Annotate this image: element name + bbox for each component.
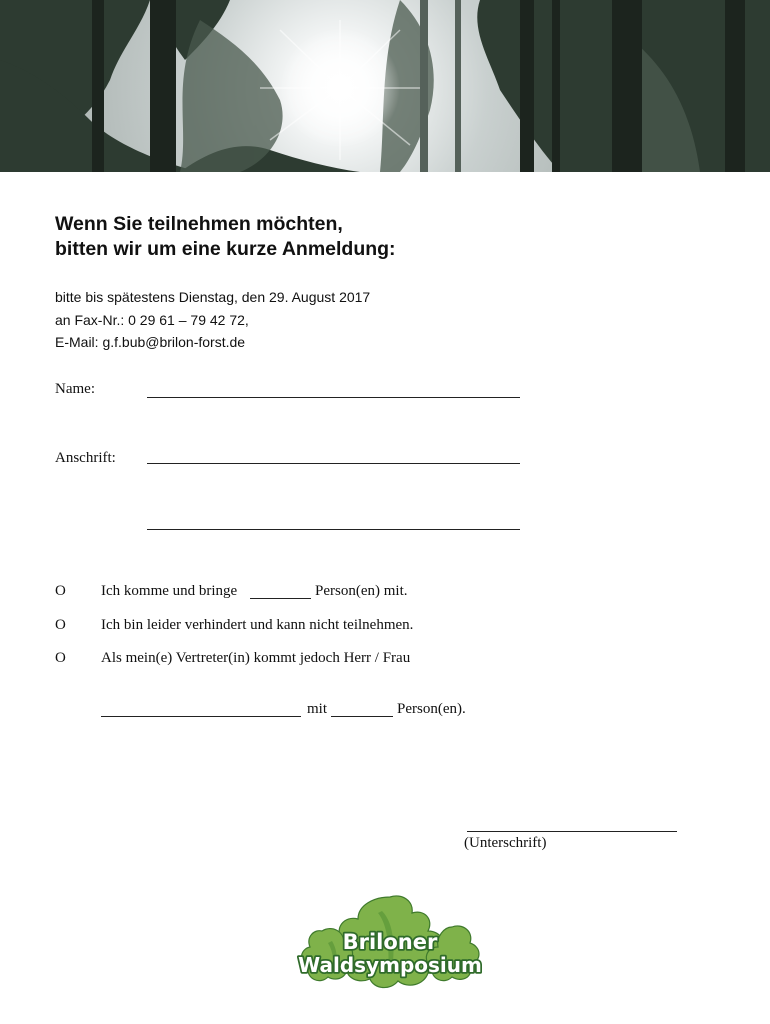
contact-info	[55, 286, 370, 354]
logo-line-2: Waldsymposium	[298, 953, 482, 977]
email-text: E-Mail: g.f.bub@brilon-forst.de	[55, 334, 246, 350]
heading-line-1: Wenn Sie teilnehmen möchten,	[55, 213, 343, 235]
signature-line[interactable]	[467, 831, 677, 832]
oak-leaf-logo-icon	[292, 891, 488, 996]
representative-persons-line[interactable]	[331, 716, 393, 717]
address-input-line-1[interactable]	[147, 463, 520, 464]
name-label: Name:	[55, 381, 95, 397]
representative-name-line[interactable]	[101, 716, 301, 717]
deadline-text: bitte bis spätestens Dienstag, den 29. August 2017	[55, 289, 371, 305]
logo	[292, 891, 488, 996]
logo-line-1: Briloner	[342, 930, 438, 954]
option-1-text-before: Ich komme und bringe	[101, 583, 238, 599]
representative-mit: mit	[307, 701, 328, 717]
page-heading	[55, 212, 396, 262]
banner-image	[0, 0, 770, 172]
option-1-text-after: Person(en) mit.	[315, 583, 408, 599]
fax-text: an Fax-Nr.: 0 29 61 – 79 42 72,	[55, 311, 249, 328]
name-input-line[interactable]	[147, 397, 520, 398]
address-input-line-2[interactable]	[147, 529, 520, 530]
option-3-checkbox[interactable]: O	[55, 650, 66, 666]
representative-persons: Person(en).	[397, 701, 466, 717]
option-1-persons-line[interactable]	[250, 598, 311, 599]
option-2-text: Ich bin leider verhindert und kann nicht teilnehmen.	[101, 617, 414, 633]
signature-label: (Unterschrift)	[464, 835, 547, 851]
forest-sunlight-icon	[0, 0, 770, 172]
option-3-text: Als mein(e) Vertreter(in) kommt jedoch Herr / Frau	[101, 650, 411, 666]
address-label: Anschrift:	[55, 450, 116, 466]
option-2-checkbox[interactable]: O	[55, 617, 66, 633]
heading-line-2: bitten wir um eine kurze Anmeldung:	[55, 238, 396, 260]
option-1-checkbox[interactable]: O	[55, 583, 66, 599]
